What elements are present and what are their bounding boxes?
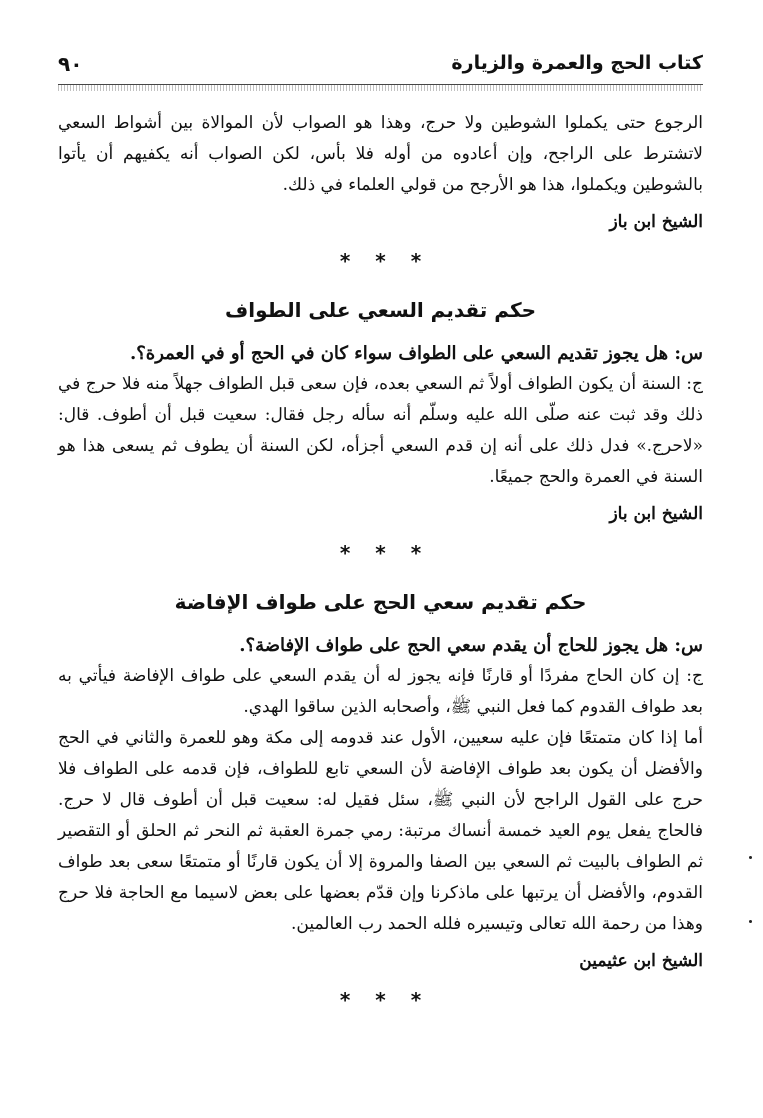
scan-mark (749, 920, 752, 923)
attribution-ibn-baz-2: الشيخ ابن باز (609, 504, 703, 524)
section-1-heading: حكم تقديم السعي على الطواف (224, 298, 536, 322)
page-header (58, 48, 703, 88)
attribution-ibn-baz-1: الشيخ ابن باز (609, 212, 703, 232)
section-1-answer: ج: السنة أن يكون الطواف أولاً ثم السعي بعده، فإن سعى قبل الطواف جهلاً منه فلا حرج في ذلك وقد ثبت عنه صلّى الله عليه وسلّم أنه سأله رجل فقال: سعيت قبل أن أطوف. قال: «لاحرج.» فدل ذلك على أنه إن قدم السعي أجزأه، لكن السنة أن يطوف ثم يسعى هذا هو السنة في العمرة والحج جميعًا. (58, 374, 703, 487)
separator-1: * * * (339, 249, 422, 273)
attribution-ibn-uthaymeen: الشيخ ابن عثيمين (579, 951, 703, 971)
page-body (58, 108, 703, 1030)
page-number: ٩٠ (58, 52, 83, 76)
intro-paragraph: الرجوع حتى يكملوا الشوطين ولا حرج، وهذا هو الصواب لأن الموالاة بين أشواط السعي لاتشترط على الراجح، وإن أعادوه من أوله فلا بأس، لكن الصواب أنه يكفيهم أن يأتوا بالشوطين ويكملوا، هذا هو الأرجح من قولي العلماء في ذلك. (58, 113, 703, 195)
section-2-question: س: هل يجوز للحاج أن يقدم سعي الحج على طواف الإفاضة؟. (239, 635, 703, 656)
book-title: كتاب الحج والعمرة والزيارة (451, 52, 703, 74)
section-2-answer: ج: إن كان الحاج مفردًا أو قارنًا فإنه يجوز له أن يقدم السعي على طواف الإفاضة فيأتي به بعد طواف القدوم كما فعل النبي ﷺ، وأصحابه الذين ساقوا الهدي. (58, 666, 703, 717)
section-2-heading: حكم تقديم سعي الحج على طواف الإفاضة (174, 590, 587, 614)
section-1-question: س: هل يجوز تقديم السعي على الطواف سواء كان في الحج أو في العمرة؟. (129, 343, 703, 364)
section-2-paragraph-2: أما إذا كان متمتعًا فإن عليه سعيين، الأول عند قدومه إلى مكة وهو للعمرة والثاني في الحج والأفضل أن يكون بعد طواف الإفاضة لأن السعي تابع للطواف، فإن قدمه على الطواف فلا حرج على القول الراجح لأن النبي ﷺ، سئل فقيل له: سعيت قبل أن أطوف قال لا حرج. فالحاج يفعل يوم العيد خمسة أنساك مرتبة: رمي جمرة العقبة ثم النحر ثم الحلق أو التقصير ثم الطواف بالبيت ثم السعي بين الصفا والمروة إلا أن يكون قارنًا أو متمتعًا سعى بعد طواف القدوم، والأفضل أن يرتبها على ماذكرنا وإن قدّم بعضها على بعض لاسيما مع الحاجة فلا حرج وهذا من رحمة الله تعالى وتيسيره فلله الحمد رب العالمين. (58, 728, 703, 934)
separator-2: * * * (339, 541, 422, 565)
header-rule (58, 84, 703, 91)
separator-3: * * * (339, 988, 422, 1012)
scan-mark (749, 856, 752, 859)
